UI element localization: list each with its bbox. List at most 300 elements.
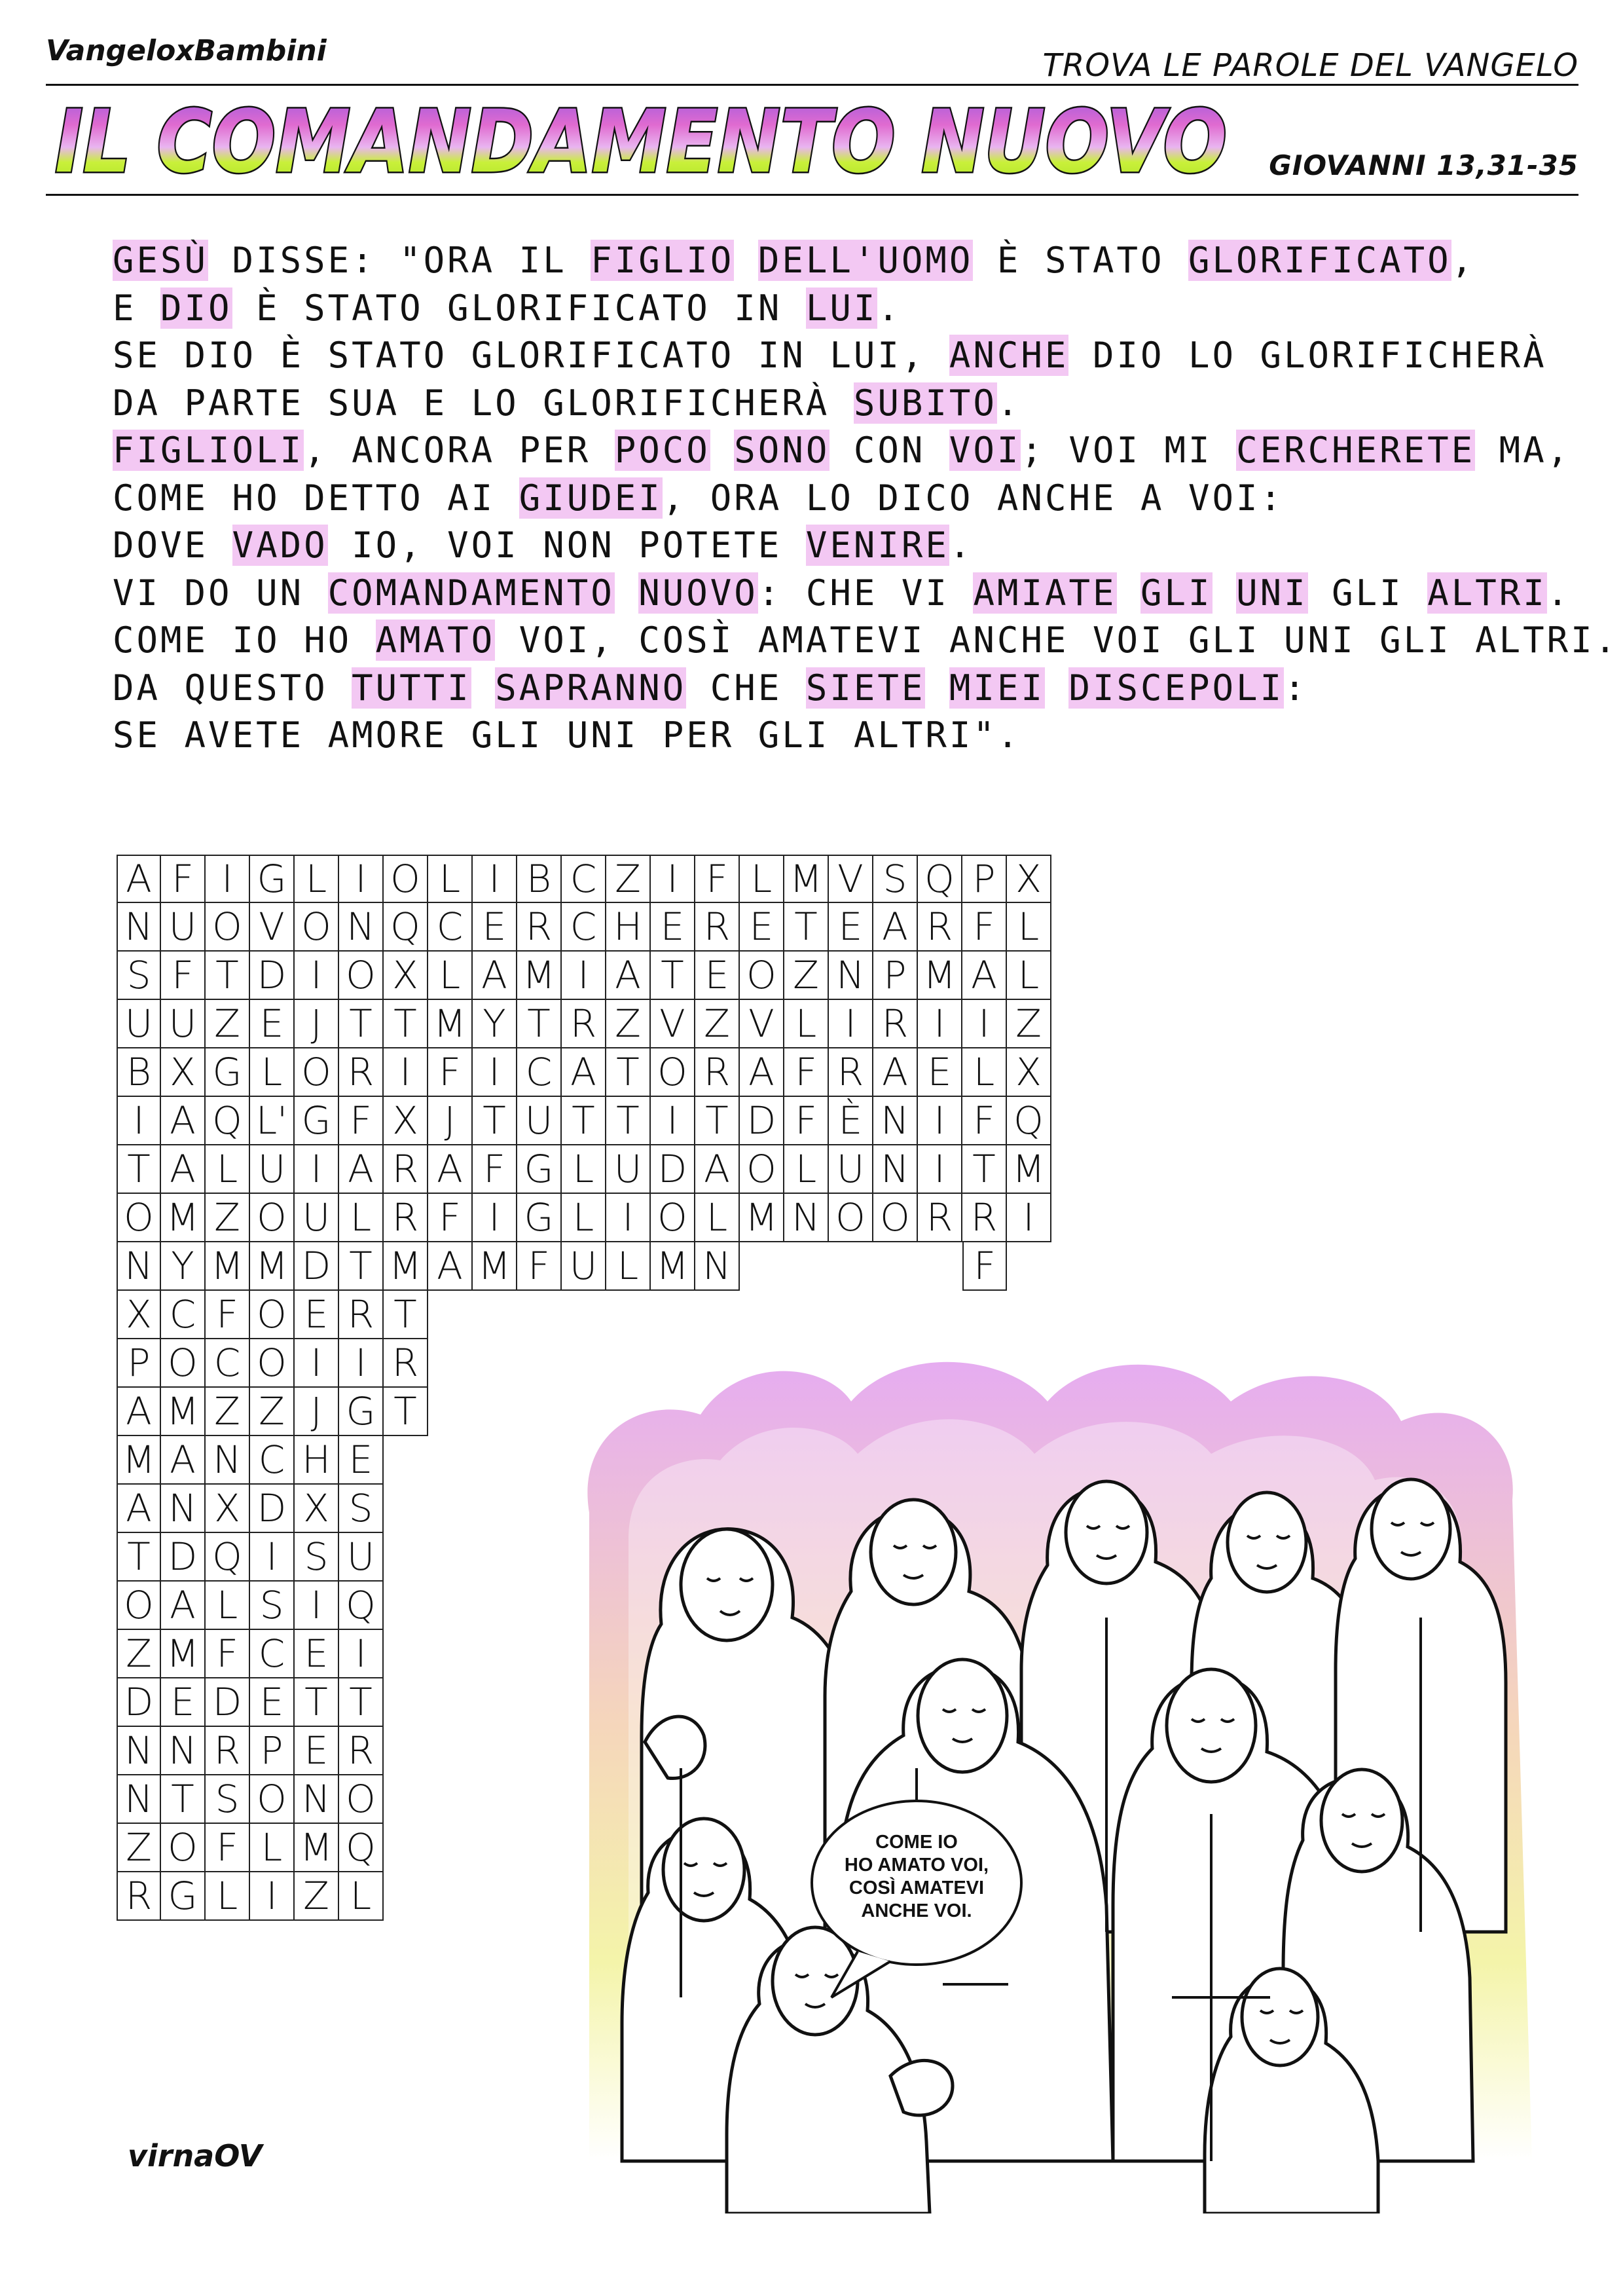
highlighted-word: VADO	[232, 525, 328, 566]
grid-cell[interactable]: Z	[117, 1630, 161, 1678]
grid-cell[interactable]: I	[473, 1194, 517, 1242]
passage-text: È STATO	[973, 240, 1189, 281]
grid-cell[interactable]: T	[606, 1048, 651, 1097]
grid-cell[interactable]: A	[161, 1436, 206, 1485]
grid-cell[interactable]: G	[206, 1048, 250, 1097]
grid-cell[interactable]: L	[1007, 952, 1051, 1000]
grid-cell[interactable]: L	[428, 855, 473, 903]
grid-cell[interactable]: N	[161, 1727, 206, 1775]
grid-cell[interactable]: C	[206, 1339, 250, 1388]
grid-cell[interactable]: R	[562, 1000, 606, 1048]
grid-cell[interactable]: V	[829, 855, 873, 903]
grid-cell[interactable]: M	[250, 1242, 295, 1291]
highlighted-word: GLI	[1140, 572, 1213, 614]
grid-cell[interactable]: I	[918, 1000, 962, 1048]
grid-cell[interactable]: O	[339, 1775, 384, 1824]
grid-cell[interactable]: O	[829, 1194, 873, 1242]
grid-cell[interactable]: D	[651, 1145, 695, 1194]
grid-cell[interactable]: Q	[1007, 1097, 1051, 1145]
grid-cell[interactable]: M	[740, 1194, 784, 1242]
highlighted-word: SONO	[734, 430, 830, 471]
grid-cell[interactable]: N	[873, 1097, 918, 1145]
grid-cell[interactable]: Q	[339, 1582, 384, 1630]
grid-cell[interactable]: O	[295, 1048, 339, 1097]
grid-cell[interactable]: R	[918, 903, 962, 952]
grid-cell[interactable]: A	[606, 952, 651, 1000]
grid-cell[interactable]: T	[473, 1097, 517, 1145]
grid-cell[interactable]: T	[606, 1097, 651, 1145]
grid-cell[interactable]: O	[250, 1775, 295, 1824]
grid-cell[interactable]: E	[695, 952, 740, 1000]
grid-cell[interactable]: E	[339, 1436, 384, 1485]
grid-cell[interactable]: F	[784, 1048, 829, 1097]
gospel-line	[113, 475, 1618, 523]
passage-text: È STATO GLORIFICATO IN	[232, 287, 806, 329]
grid-cell[interactable]: L	[250, 1048, 295, 1097]
grid-cell[interactable]: G	[517, 1145, 562, 1194]
highlighted-word: DISCEPOLI	[1068, 667, 1285, 709]
grid-cell[interactable]: S	[873, 855, 918, 903]
grid-cell[interactable]: V	[740, 1000, 784, 1048]
gospel-line	[113, 285, 1618, 333]
grid-cell[interactable]: A	[562, 1048, 606, 1097]
disciples-illustration	[550, 1342, 1558, 2216]
grid-cell[interactable]: I	[206, 855, 250, 903]
grid-cell[interactable]: A	[161, 1097, 206, 1145]
passage-text: DIO LO GLORIFICHERÀ	[1068, 335, 1547, 376]
grid-cell[interactable]: L	[562, 1145, 606, 1194]
title-divider	[46, 194, 1578, 196]
grid-cell[interactable]: L	[1007, 903, 1051, 952]
grid-cell[interactable]: A	[339, 1145, 384, 1194]
grid-cell[interactable]: I	[473, 1048, 517, 1097]
grid-cell[interactable]: M	[651, 1242, 695, 1291]
grid-cell[interactable]: T	[695, 1097, 740, 1145]
grid-cell[interactable]: R	[339, 1291, 384, 1339]
grid-cell[interactable]: Z	[206, 1194, 250, 1242]
grid-cell[interactable]: O	[206, 903, 250, 952]
grid-cell[interactable]: G	[161, 1872, 206, 1921]
grid-cell[interactable]: F	[206, 1630, 250, 1678]
grid-cell[interactable]: N	[161, 1485, 206, 1533]
grid-cell[interactable]: Q	[206, 1533, 250, 1582]
grid-cell[interactable]: T	[962, 1145, 1007, 1194]
grid-cell[interactable]: U	[517, 1097, 562, 1145]
passage-text	[734, 240, 758, 281]
grid-cell[interactable]: N	[117, 903, 161, 952]
grid-cell[interactable]: S	[117, 952, 161, 1000]
grid-cell[interactable]: D	[250, 952, 295, 1000]
grid-cell[interactable]: S	[295, 1533, 339, 1582]
grid-cell[interactable]: L	[206, 1582, 250, 1630]
grid-cell[interactable]: M	[784, 855, 829, 903]
grid-cell[interactable]: M	[206, 1242, 250, 1291]
grid-cell[interactable]: T	[384, 1000, 428, 1048]
grid-cell[interactable]: D	[117, 1678, 161, 1727]
grid-cell[interactable]: E	[295, 1291, 339, 1339]
grid-cell[interactable]: O	[651, 1048, 695, 1097]
grid-cell[interactable]: A	[695, 1145, 740, 1194]
grid-cell[interactable]: N	[117, 1775, 161, 1824]
grid-cell[interactable]: R	[962, 1194, 1007, 1242]
grid-cell[interactable]: U	[250, 1145, 295, 1194]
grid-cell[interactable]: M	[428, 1000, 473, 1048]
grid-cell[interactable]: O	[117, 1582, 161, 1630]
grid-cell[interactable]: V	[250, 903, 295, 952]
passage-text: SE DIO È STATO GLORIFICATO IN LUI,	[113, 335, 949, 376]
grid-cell[interactable]: J	[295, 1000, 339, 1048]
grid-cell[interactable]: T	[517, 1000, 562, 1048]
grid-cell[interactable]: I	[117, 1097, 161, 1145]
grid-cell[interactable]: Z	[295, 1872, 339, 1921]
grid-cell[interactable]: O	[740, 1145, 784, 1194]
grid-cell[interactable]: O	[873, 1194, 918, 1242]
grid-cell[interactable]: M	[295, 1824, 339, 1872]
highlighted-word: SAPRANNO	[495, 667, 687, 709]
grid-cell[interactable]: F	[206, 1291, 250, 1339]
grid-cell[interactable]: T	[651, 952, 695, 1000]
grid-cell[interactable]: U	[829, 1145, 873, 1194]
grid-cell[interactable]: T	[117, 1145, 161, 1194]
grid-cell[interactable]: O	[250, 1291, 295, 1339]
grid-cell[interactable]: E	[161, 1678, 206, 1727]
passage-text	[1117, 572, 1141, 614]
highlighted-word: LUI	[805, 287, 878, 329]
highlighted-word: FIGLIO	[591, 240, 735, 281]
grid-cell[interactable]: L'	[250, 1097, 295, 1145]
grid-cell[interactable]: R	[384, 1194, 428, 1242]
grid-cell[interactable]: I	[1007, 1194, 1051, 1242]
highlighted-word: DIO	[160, 287, 232, 329]
brand-label: VangeloxBambini	[46, 34, 327, 67]
grid-cell[interactable]: S	[250, 1582, 295, 1630]
grid-cell[interactable]: I	[918, 1097, 962, 1145]
grid-cell[interactable]: X	[384, 1097, 428, 1145]
grid-cell[interactable]: T	[117, 1533, 161, 1582]
grid-cell[interactable]: O	[250, 1339, 295, 1388]
grid-cell[interactable]: O	[651, 1194, 695, 1242]
grid-cell[interactable]: G	[339, 1388, 384, 1436]
grid-cell[interactable]: L	[784, 1000, 829, 1048]
passage-text: .	[877, 287, 902, 329]
grid-cell[interactable]: N	[339, 903, 384, 952]
grid-cell[interactable]: I	[651, 1097, 695, 1145]
grid-cell[interactable]: X	[1007, 855, 1051, 903]
grid-cell[interactable]: F	[161, 855, 206, 903]
grid-cell[interactable]: E	[473, 903, 517, 952]
grid-cell[interactable]: L	[206, 1145, 250, 1194]
grid-cell[interactable]: I	[295, 952, 339, 1000]
grid-cell[interactable]: S	[339, 1485, 384, 1533]
grid-cell[interactable]: A	[873, 903, 918, 952]
grid-cell[interactable]: M	[1007, 1145, 1051, 1194]
passage-text: COME HO DETTO AI	[113, 477, 519, 519]
grid-cell[interactable]: N	[206, 1436, 250, 1485]
grid-cell[interactable]: L	[562, 1194, 606, 1242]
passage-text: CON	[830, 430, 949, 471]
grid-cell[interactable]: T	[161, 1775, 206, 1824]
grid-cell[interactable]: Z	[695, 1000, 740, 1048]
grid-cell[interactable]: J	[428, 1097, 473, 1145]
grid-cell[interactable]: X	[206, 1485, 250, 1533]
grid-cell[interactable]: O	[117, 1194, 161, 1242]
gospel-line	[113, 570, 1618, 618]
grid-cell[interactable]: I	[295, 1145, 339, 1194]
grid-cell[interactable]: Q	[339, 1824, 384, 1872]
grid-cell[interactable]: X	[1007, 1048, 1051, 1097]
grid-cell[interactable]: T	[384, 1291, 428, 1339]
grid-cell[interactable]: O	[295, 903, 339, 952]
grid-cell[interactable]: Z	[784, 952, 829, 1000]
grid-cell[interactable]: R	[384, 1339, 428, 1388]
passage-text: .	[996, 382, 1021, 424]
grid-cell[interactable]: T	[384, 1388, 428, 1436]
grid-cell[interactable]: S	[206, 1775, 250, 1824]
grid-cell[interactable]: I	[384, 1048, 428, 1097]
grid-cell[interactable]: A	[428, 1145, 473, 1194]
grid-cell[interactable]: I	[339, 1339, 384, 1388]
grid-cell[interactable]: F	[517, 1242, 562, 1291]
grid-cell[interactable]: X	[117, 1291, 161, 1339]
grid-cell[interactable]: C	[161, 1291, 206, 1339]
grid-cell[interactable]: F	[161, 952, 206, 1000]
grid-cell[interactable]: P	[962, 855, 1007, 903]
grid-cell[interactable]: E	[295, 1727, 339, 1775]
grid-cell[interactable]: V	[651, 1000, 695, 1048]
grid-cell[interactable]: O	[339, 952, 384, 1000]
grid-cell[interactable]: Q	[384, 903, 428, 952]
grid-cell[interactable]: M	[161, 1630, 206, 1678]
grid-cell[interactable]: L	[606, 1242, 651, 1291]
grid-cell[interactable]: L	[206, 1872, 250, 1921]
grid-cell[interactable]: L	[250, 1824, 295, 1872]
grid-cell[interactable]: M	[918, 952, 962, 1000]
passage-text	[1213, 572, 1237, 614]
grid-cell[interactable]: Z	[606, 855, 651, 903]
grid-cell[interactable]: N	[695, 1242, 740, 1291]
grid-cell[interactable]: E	[651, 903, 695, 952]
grid-cell[interactable]: D	[740, 1097, 784, 1145]
grid-cell[interactable]: E	[740, 903, 784, 952]
grid-cell[interactable]: N	[295, 1775, 339, 1824]
highlighted-word: CERCHERETE	[1236, 430, 1476, 471]
grid-cell[interactable]: A	[161, 1582, 206, 1630]
grid-cell[interactable]: A	[740, 1048, 784, 1097]
grid-cell[interactable]: I	[651, 855, 695, 903]
grid-cell[interactable]: R	[517, 903, 562, 952]
grid-cell[interactable]: L	[962, 1048, 1007, 1097]
grid-cell[interactable]: C	[562, 903, 606, 952]
grid-cell[interactable]: U	[161, 1000, 206, 1048]
passage-text: VI DO UN	[113, 572, 328, 614]
grid-cell[interactable]: N	[117, 1242, 161, 1291]
grid-cell[interactable]: A	[117, 1388, 161, 1436]
grid-cell[interactable]: F	[962, 1097, 1007, 1145]
grid-cell[interactable]: E	[295, 1630, 339, 1678]
grid-cell[interactable]: C	[428, 903, 473, 952]
passage-text: MA,	[1475, 430, 1571, 471]
grid-cell[interactable]: A	[428, 1242, 473, 1291]
grid-cell[interactable]: H	[295, 1436, 339, 1485]
grid-cell[interactable]: T	[784, 903, 829, 952]
grid-cell[interactable]: L	[295, 855, 339, 903]
passage-text: SE AVETE AMORE GLI UNI PER GLI ALTRI".	[113, 714, 1021, 756]
gospel-passage	[113, 237, 1618, 760]
grid-cell[interactable]: N	[873, 1145, 918, 1194]
grid-cell[interactable]: T	[206, 952, 250, 1000]
grid-cell[interactable]: M	[117, 1436, 161, 1485]
grid-cell[interactable]: Q	[918, 855, 962, 903]
grid-cell[interactable]: M	[473, 1242, 517, 1291]
grid-cell[interactable]: T	[339, 1000, 384, 1048]
grid-cell[interactable]: I	[295, 1339, 339, 1388]
grid-cell[interactable]: I	[473, 855, 517, 903]
grid-cell[interactable]: M	[161, 1388, 206, 1436]
grid-cell[interactable]: O	[161, 1339, 206, 1388]
grid-cell[interactable]: T	[562, 1097, 606, 1145]
grid-cell[interactable]: R	[918, 1194, 962, 1242]
grid-cell[interactable]: N	[784, 1194, 829, 1242]
grid-cell[interactable]: A	[161, 1145, 206, 1194]
grid-cell[interactable]: P	[873, 952, 918, 1000]
grid-cell[interactable]: D	[206, 1678, 250, 1727]
grid-cell[interactable]: L	[695, 1194, 740, 1242]
grid-cell[interactable]: R	[117, 1872, 161, 1921]
grid-cell[interactable]: I	[339, 1630, 384, 1678]
grid-cell[interactable]: L	[339, 1872, 384, 1921]
grid-cell[interactable]: I	[250, 1872, 295, 1921]
grid-cell[interactable]: O	[740, 952, 784, 1000]
grid-cell[interactable]: Z	[206, 1000, 250, 1048]
grid-cell[interactable]: O	[384, 855, 428, 903]
grid-cell[interactable]: Z	[1007, 1000, 1051, 1048]
grid-cell[interactable]: G	[517, 1194, 562, 1242]
grid-cell[interactable]: Z	[606, 1000, 651, 1048]
grid-cell[interactable]: M	[517, 952, 562, 1000]
grid-cell[interactable]: R	[206, 1727, 250, 1775]
grid-cell[interactable]: Z	[206, 1388, 250, 1436]
passage-text: ; VOI MI	[1021, 430, 1237, 471]
grid-cell[interactable]: N	[117, 1727, 161, 1775]
grid-cell[interactable]: M	[384, 1242, 428, 1291]
grid-cell[interactable]: U	[161, 903, 206, 952]
grid-cell[interactable]: U	[339, 1533, 384, 1582]
grid-cell[interactable]: B	[517, 855, 562, 903]
grid-cell[interactable]: Y	[161, 1242, 206, 1291]
grid-cell[interactable]: A	[117, 855, 161, 903]
grid-cell[interactable]: A	[873, 1048, 918, 1097]
grid-cell[interactable]: R	[829, 1048, 873, 1097]
grid-cell[interactable]: E	[250, 1000, 295, 1048]
grid-cell[interactable]: P	[250, 1727, 295, 1775]
grid-cell[interactable]: O	[250, 1194, 295, 1242]
grid-cell[interactable]: G	[295, 1097, 339, 1145]
grid-cell[interactable]: F	[428, 1194, 473, 1242]
grid-cell[interactable]: R	[873, 1000, 918, 1048]
grid-cell[interactable]: H	[606, 903, 651, 952]
grid-cell[interactable]: T	[339, 1242, 384, 1291]
grid-cell[interactable]: I	[918, 1145, 962, 1194]
grid-cell[interactable]: Q	[206, 1097, 250, 1145]
grid-cell[interactable]: T	[295, 1678, 339, 1727]
grid-cell[interactable]: F	[962, 1242, 1007, 1291]
grid-cell[interactable]: E	[829, 903, 873, 952]
grid-cell[interactable]: F	[784, 1097, 829, 1145]
grid-cell[interactable]: L	[740, 855, 784, 903]
grid-cell[interactable]: I	[339, 855, 384, 903]
grid-cell[interactable]: X	[161, 1048, 206, 1097]
grid-cell[interactable]: C	[250, 1630, 295, 1678]
grid-cell[interactable]: A	[962, 952, 1007, 1000]
grid-cell[interactable]: Y	[473, 1000, 517, 1048]
grid-cell[interactable]: I	[295, 1582, 339, 1630]
grid-cell[interactable]: I	[606, 1194, 651, 1242]
grid-cell[interactable]: U	[606, 1145, 651, 1194]
grid-cell[interactable]: J	[295, 1388, 339, 1436]
grid-cell[interactable]: E	[250, 1678, 295, 1727]
grid-cell[interactable]: C	[517, 1048, 562, 1097]
grid-cell[interactable]: R	[384, 1145, 428, 1194]
passage-text	[1045, 667, 1069, 709]
grid-cell[interactable]: L	[428, 952, 473, 1000]
grid-cell[interactable]: I	[962, 1000, 1007, 1048]
highlighted-word: VENIRE	[805, 525, 949, 566]
grid-cell[interactable]: F	[695, 855, 740, 903]
grid-cell[interactable]: E	[918, 1048, 962, 1097]
grid-cell[interactable]: F	[339, 1097, 384, 1145]
grid-cell[interactable]: U	[562, 1242, 606, 1291]
grid-cell[interactable]: Z	[250, 1388, 295, 1436]
grid-cell[interactable]: U	[295, 1194, 339, 1242]
highlighted-word: VOI	[949, 430, 1021, 471]
grid-cell[interactable]: F	[428, 1048, 473, 1097]
grid-cell[interactable]: A	[473, 952, 517, 1000]
grid-cell[interactable]: C	[250, 1436, 295, 1485]
grid-cell[interactable]: L	[339, 1194, 384, 1242]
grid-cell[interactable]: A	[117, 1485, 161, 1533]
grid-cell[interactable]: U	[117, 1000, 161, 1048]
grid-cell[interactable]: L	[784, 1145, 829, 1194]
grid-cell[interactable]: F	[206, 1824, 250, 1872]
grid-cell[interactable]: O	[161, 1824, 206, 1872]
grid-cell[interactable]: R	[695, 903, 740, 952]
grid-cell[interactable]: C	[562, 855, 606, 903]
grid-cell[interactable]: I	[250, 1533, 295, 1582]
grid-cell[interactable]: D	[250, 1485, 295, 1533]
grid-cell[interactable]: R	[695, 1048, 740, 1097]
grid-cell[interactable]: R	[339, 1727, 384, 1775]
grid-cell[interactable]: D	[295, 1242, 339, 1291]
grid-cell[interactable]: Z	[117, 1824, 161, 1872]
grid-cell[interactable]: B	[117, 1048, 161, 1097]
grid-cell[interactable]: G	[250, 855, 295, 903]
grid-cell[interactable]: T	[339, 1678, 384, 1727]
grid-cell[interactable]: I	[562, 952, 606, 1000]
grid-cell[interactable]: F	[962, 903, 1007, 952]
grid-cell[interactable]: M	[161, 1194, 206, 1242]
passage-text: DISSE: "ORA IL	[208, 240, 591, 281]
grid-cell[interactable]: R	[339, 1048, 384, 1097]
grid-cell[interactable]: È	[829, 1097, 873, 1145]
grid-cell[interactable]: I	[829, 1000, 873, 1048]
grid-cell[interactable]: P	[117, 1339, 161, 1388]
passage-text: GLI	[1307, 572, 1428, 614]
grid-cell[interactable]: F	[473, 1145, 517, 1194]
grid-cell[interactable]: D	[161, 1533, 206, 1582]
grid-cell[interactable]: X	[295, 1485, 339, 1533]
grid-cell[interactable]: N	[829, 952, 873, 1000]
grid-cell[interactable]: X	[384, 952, 428, 1000]
